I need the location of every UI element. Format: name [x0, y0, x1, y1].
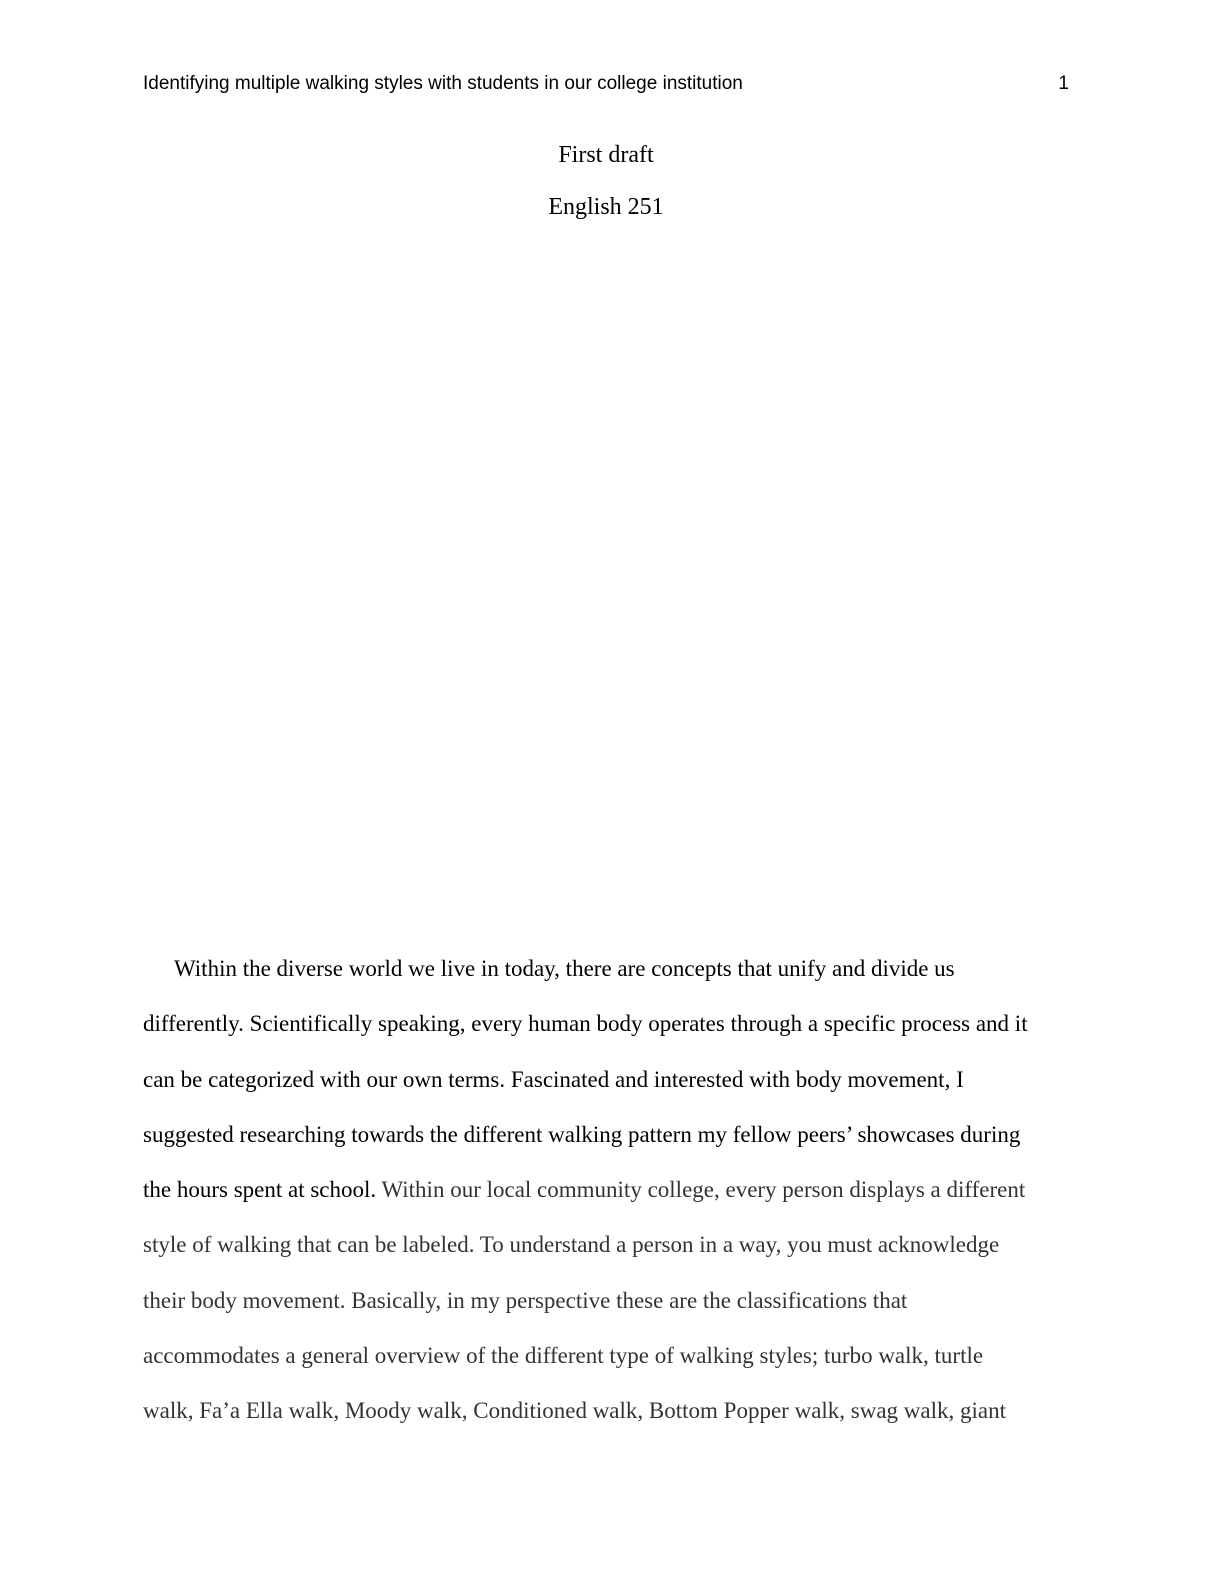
body-line-3: can be categorized with our own terms. Fascinated and interested with body movement, I — [143, 1066, 964, 1092]
body-line-7: their body movement. Basically, in my perspective these are the classifications that — [143, 1287, 908, 1313]
body-line-8: accommodates a general overview of the different type of walking styles; turbo walk, turtle — [143, 1343, 984, 1369]
document-title: First draft — [558, 142, 654, 168]
body-paragraph — [143, 952, 1083, 1450]
title-block — [0, 140, 1212, 244]
running-head — [143, 71, 1069, 97]
page-number: 1 — [1058, 73, 1069, 94]
body-line-4: suggested researching towards the different walking pattern my fellow peers’ showcases during — [143, 1121, 1021, 1147]
body-line-5 — [143, 1173, 1083, 1228]
body-line-2: differently. Scientifically speaking, every human body operates through a specific process and it — [143, 1011, 1028, 1037]
running-head-title: Identifying multiple walking styles with students in our college institution — [143, 73, 743, 94]
body-line-5-start: the hours spent at school. — [143, 1177, 377, 1203]
body-line-9: walk, Fa’a Ella walk, Moody walk, Conditioned walk, Bottom Popper walk, swag walk, giant — [143, 1398, 1007, 1424]
body-line-5-end: Within our local community college, every person displays a different — [376, 1177, 1026, 1203]
body-line-6: style of walking that can be labeled. To understand a person in a way, you must acknowledge — [143, 1232, 1000, 1258]
course-name: English 251 — [548, 194, 664, 220]
body-line-1: Within the diverse world we live in today, there are concepts that unify and divide us — [174, 956, 955, 981]
